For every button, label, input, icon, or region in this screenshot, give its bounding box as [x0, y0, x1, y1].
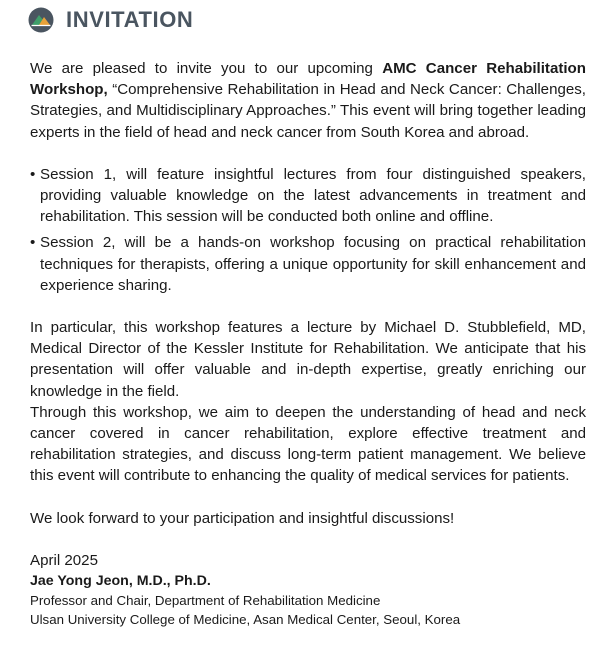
bullet: •: [30, 234, 36, 252]
body-paragraph-1: In particular, this workshop features a lecture by Michael D. Stubblefield, MD, Medical Director of the Kessler Institute for Rehabilitation. We anticipate that his presentation will offer valuable and in-depth expertise, greatly enriching our knowledge in the field.: [30, 319, 586, 400]
bullet: •: [30, 165, 36, 183]
closing-line: We look forward to your participation and insightful discussions!: [30, 509, 455, 527]
session-item-2: [30, 232, 586, 296]
page-title: INVITATION: [66, 7, 194, 32]
spacer: [30, 529, 586, 550]
body-paragraph-2: Through this workshop, we aim to deepen the understanding of head and neck cancer covered in cancer rehabilitation, explore effective treatment and rehabilitation strategies, and discuss long-term patient management. We believe this event will contribute to enhancing the quality of medical services for patients.: [30, 403, 586, 485]
spacer: [30, 143, 586, 164]
signatory-name: Jae Yong Jeon, M.D., Ph.D.: [30, 573, 211, 590]
signatory-affiliation: Ulsan University College of Medicine, Asan Medical Center, Seoul, Korea: [30, 611, 461, 627]
spacer: [30, 487, 586, 508]
logo-icon: [28, 7, 54, 33]
letter-body: [30, 58, 586, 629]
signatory-title: Professor and Chair, Department of Rehabilitation Medicine: [30, 593, 381, 609]
header: [28, 5, 193, 35]
letter-date: April 2025: [30, 551, 98, 569]
spacer: [30, 296, 586, 317]
session-item-1: [30, 164, 586, 228]
workshop-name: AMC Cancer Rehabilitation Workshop,: [30, 60, 586, 99]
session-text: Session 2, will be a hands-on workshop focusing on practical rehabilitation techniques for therapists, offering a unique opportunity for skill enhancement and experience sharing.: [40, 234, 586, 294]
intro-text-before: We are pleased to invite you to our upcoming: [30, 60, 383, 77]
intro-text-after: “Comprehensive Rehabilitation in Head and Neck Cancer: Challenges, Strategies, and Multidisciplinary Approaches.” This event will bring together leading experts in the field of head and neck cancer from South Korea and abroad.: [30, 81, 586, 141]
intro-paragraph: [30, 58, 586, 143]
session-text: Session 1, will feature insightful lectures from four distinguished speakers, providing valuable knowledge on the latest advancements in treatment and rehabilitation. This session will be conducted both online and offline.: [40, 165, 586, 226]
